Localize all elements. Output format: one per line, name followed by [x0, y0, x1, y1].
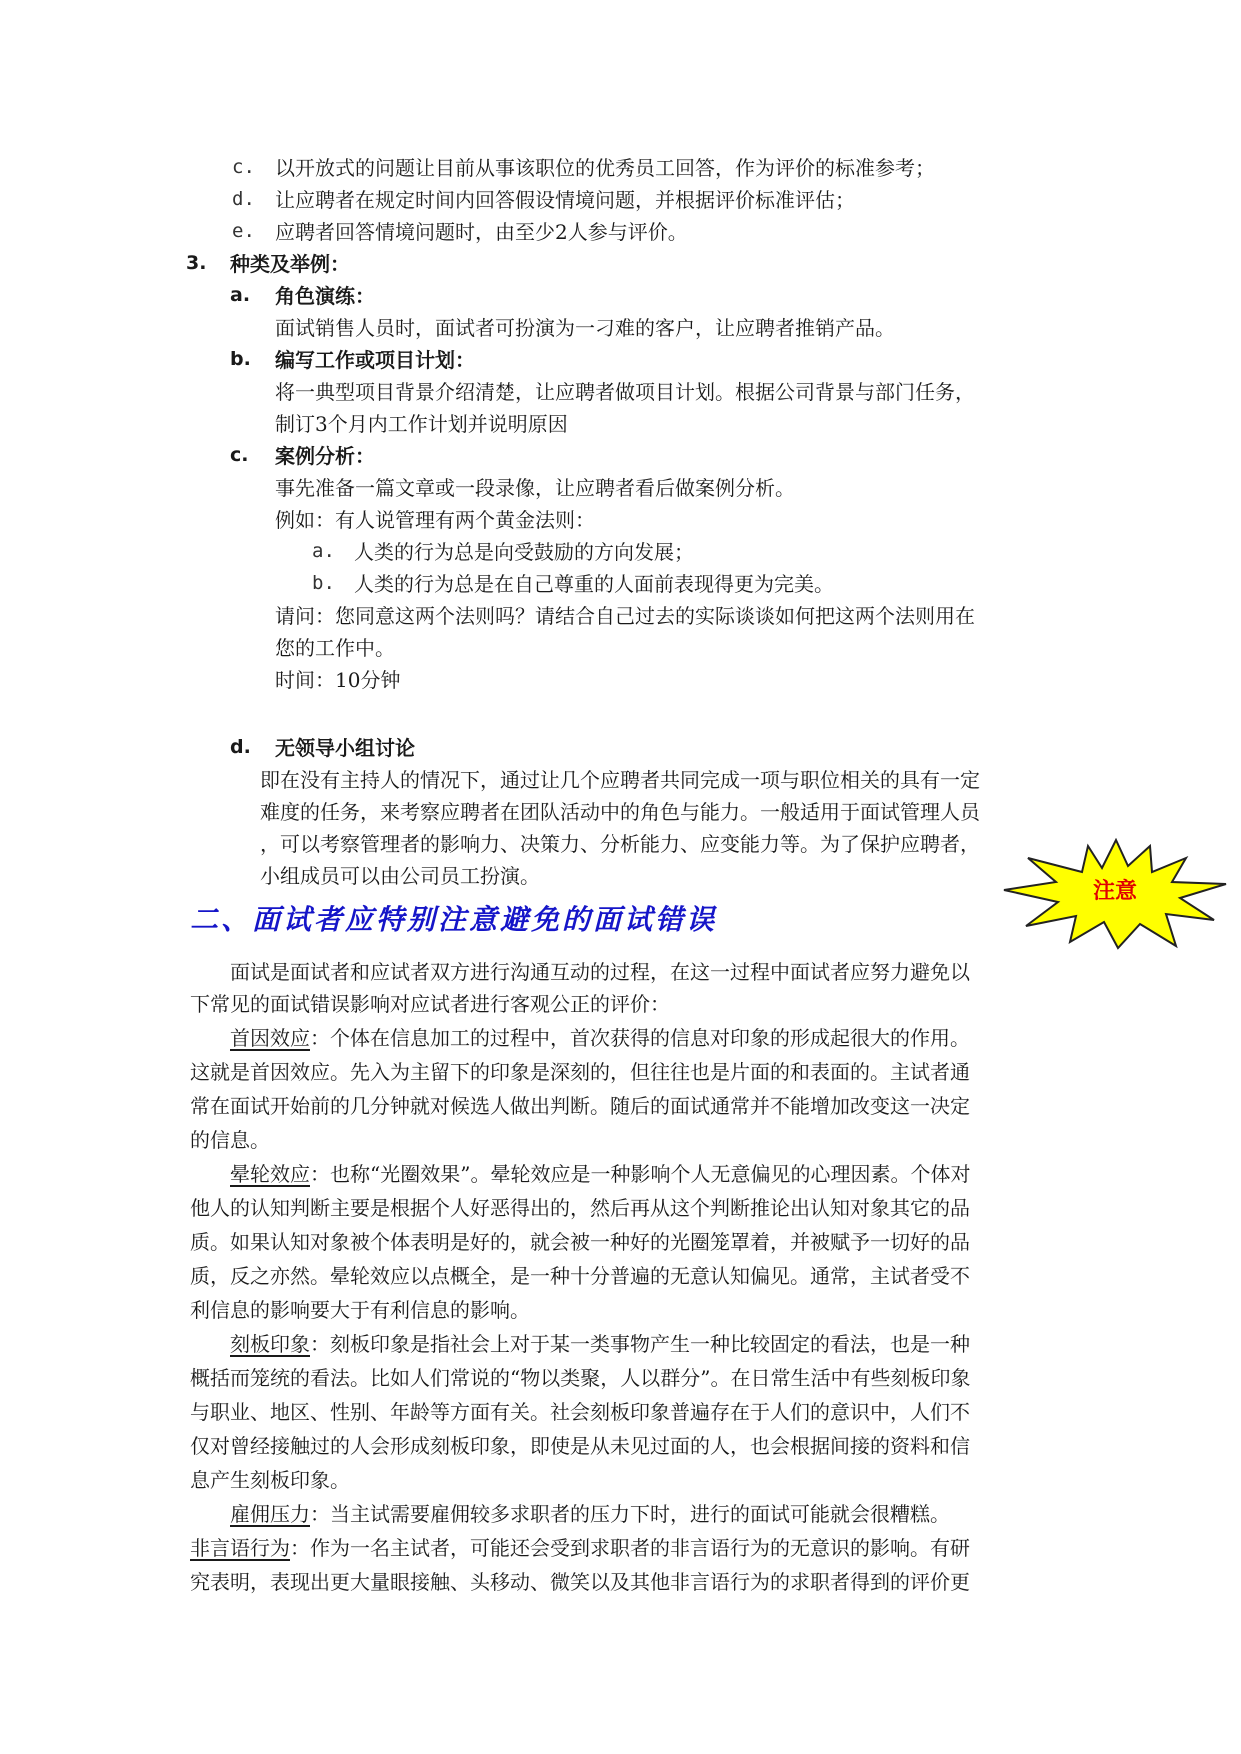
list-marker: d. [232, 188, 255, 210]
section-heading: 二、面试者应特别注意避免的面试错误 [190, 903, 718, 936]
term-primacy-effect: 首因效应 [230, 1026, 310, 1050]
list-item: 人类的行为总是向受鼓励的方向发展； [354, 540, 694, 564]
subsection-title: 无领导小组讨论 [275, 736, 415, 760]
paragraph-line: 难度的任务，来考察应聘者在团队活动中的角色与能力。一般适用于面试管理人员 [260, 800, 980, 824]
paragraph-line: 您的工作中。 [275, 636, 395, 660]
paragraph-line: 他人的认知判断主要是根据个人好恶得出的，然后再从这个判断推论出认知对象其它的品 [190, 1196, 970, 1220]
callout-label: 注意 [1092, 879, 1137, 904]
paragraph-line: 雇佣压力：当主试需要雇佣较多求职者的压力下时，进行的面试可能就会很糟糕。 [230, 1502, 950, 1526]
term-hiring-pressure: 雇佣压力 [230, 1502, 310, 1526]
subsection-marker: a. [230, 284, 251, 306]
paragraph-line: 面试是面试者和应试者双方进行沟通互动的过程，在这一过程中面试者应努力避免以 [230, 960, 970, 984]
paragraph-line: 小组成员可以由公司员工扮演。 [260, 864, 540, 888]
list-item: 以开放式的问题让目前从事该职位的优秀员工回答，作为评价的标准参考； [275, 156, 935, 180]
paragraph-line: 息产生刻板印象。 [190, 1468, 350, 1492]
list-item: 人类的行为总是在自己尊重的人面前表现得更为完美。 [354, 572, 834, 596]
paragraph-line: 与职业、地区、性别、年龄等方面有关。社会刻板印象普遍存在于人们的意识中，人们不 [190, 1400, 970, 1424]
paragraph-line: 例如：有人说管理有两个黄金法则： [275, 508, 595, 532]
subsection-marker: d. [230, 736, 251, 758]
paragraph-line: 将一典型项目背景介绍清楚，让应聘者做项目计划。根据公司背景与部门任务， [275, 380, 975, 404]
paragraph-line: 非言语行为：作为一名主试者，可能还会受到求职者的非言语行为的无意识的影响。有研 [190, 1536, 970, 1560]
section-title: 种类及举例： [230, 252, 350, 276]
list-marker: a. [312, 540, 335, 562]
paragraph-line: 事先准备一篇文章或一段录像，让应聘者看后做案例分析。 [275, 476, 795, 500]
paragraph-line: 质，反之亦然。晕轮效应以点概全，是一种十分普遍的无意认知偏见。通常，主试者受不 [190, 1264, 970, 1288]
term-nonverbal-behavior: 非言语行为 [190, 1536, 290, 1560]
paragraph-line: ，可以考察管理者的影响力、决策力、分析能力、应变能力等。为了保护应聘者， [260, 832, 980, 856]
paragraph-line: 时间：10分钟 [275, 668, 401, 692]
term-halo-effect: 晕轮效应 [230, 1162, 310, 1186]
list-item: 让应聘者在规定时间内回答假设情境问题，并根据评价标准评估； [275, 188, 855, 212]
section-number: 3. [186, 252, 207, 274]
paragraph-line: 下常见的面试错误影响对应试者进行客观公正的评价： [190, 992, 670, 1016]
subsection-title: 编写工作或项目计划： [275, 348, 475, 372]
list-marker: b. [312, 572, 335, 594]
paragraph-line: 即在没有主持人的情况下，通过让几个应聘者共同完成一项与职位相关的具有一定 [260, 768, 980, 792]
list-item: 应聘者回答情境问题时，由至少2人参与评价。 [275, 220, 688, 244]
paragraph-line: 常在面试开始前的几分钟就对候选人做出判断。随后的面试通常并不能增加改变这一决定 [190, 1094, 970, 1118]
paragraph-line: 仅对曾经接触过的人会形成刻板印象，即使是从未见过面的人，也会根据间接的资料和信 [190, 1434, 970, 1458]
paragraph-line: 制订3个月内工作计划并说明原因 [275, 412, 568, 436]
paragraph-line: 质。如果认知对象被个体表明是好的，就会被一种好的光圈笼罩着，并被赋予一切好的品 [190, 1230, 970, 1254]
paragraph-line: 面试销售人员时，面试者可扮演为一刁难的客户，让应聘者推销产品。 [275, 316, 895, 340]
subsection-title: 角色演练： [275, 284, 375, 308]
subsection-marker: b. [230, 348, 251, 370]
subsection-title: 案例分析： [275, 444, 375, 468]
paragraph-line: 请问：您同意这两个法则吗？请结合自己过去的实际谈谈如何把这两个法则用在 [275, 604, 975, 628]
paragraph-line: 究表明，表现出更大量眼接触、头移动、微笑以及其他非言语行为的求职者得到的评价更 [190, 1570, 970, 1594]
term-stereotype: 刻板印象 [230, 1332, 310, 1356]
paragraph-line: 刻板印象：刻板印象是指社会上对于某一类事物产生一种比较固定的看法，也是一种 [230, 1332, 970, 1356]
list-marker: e. [232, 220, 255, 242]
list-marker: c. [232, 156, 255, 178]
paragraph-line: 概括而笼统的看法。比如人们常说的“物以类聚，人以群分”。在日常生活中有些刻板印象 [190, 1366, 971, 1390]
paragraph-line: 利信息的影响要大于有利信息的影响。 [190, 1298, 530, 1322]
paragraph-line: 晕轮效应：也称“光圈效果”。晕轮效应是一种影响个人无意偏见的心理因素。个体对 [230, 1162, 971, 1186]
paragraph-line: 这就是首因效应。先入为主留下的印象是深刻的，但往往也是片面的和表面的。主试者通 [190, 1060, 970, 1084]
paragraph-line: 首因效应：个体在信息加工的过程中，首次获得的信息对印象的形成起很大的作用。 [230, 1026, 970, 1050]
subsection-marker: c. [230, 444, 249, 466]
paragraph-line: 的信息。 [190, 1128, 270, 1152]
